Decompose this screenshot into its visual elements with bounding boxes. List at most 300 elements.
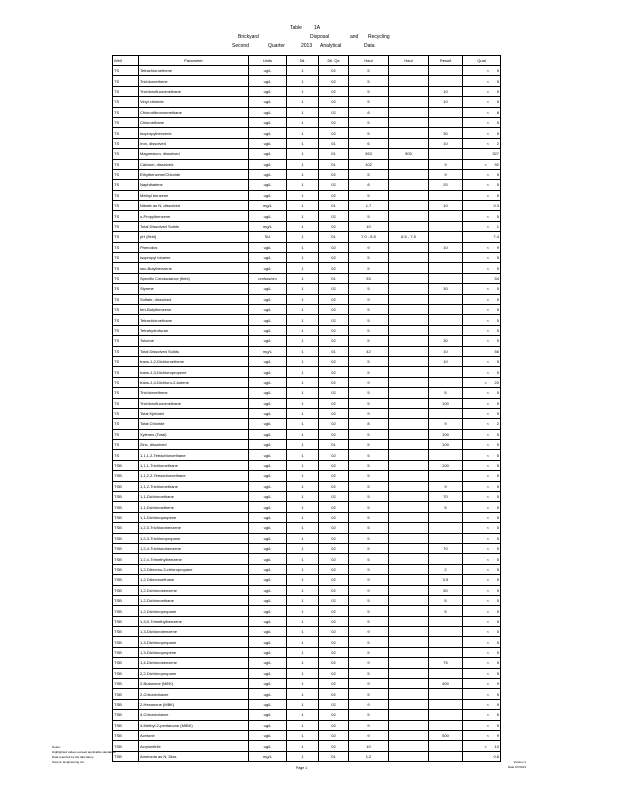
title-word: 2013 — [301, 43, 313, 49]
cell-well: TSB — [113, 699, 139, 709]
less-than-flag: < — [486, 566, 490, 572]
cell-units: ug/L — [249, 253, 287, 263]
cell-param: Total Dissolved Solids — [139, 221, 249, 231]
result-value: 5 — [496, 629, 499, 635]
cell-mdl: 5 — [349, 710, 389, 720]
result-value: 9 — [496, 411, 499, 417]
result-value: 5 — [496, 556, 499, 562]
result-value: 5 — [496, 359, 499, 365]
table-row — [113, 595, 501, 605]
cell-units: ug/L — [249, 169, 287, 179]
cell-haul — [389, 107, 429, 117]
cell-haul — [389, 440, 429, 450]
cell-dil: 1 — [287, 284, 319, 294]
cell-units: ug/L — [249, 699, 287, 709]
cell-units: ug/L — [249, 325, 287, 335]
cell-dil: 1 — [287, 627, 319, 637]
cell-well: TSB — [113, 502, 139, 512]
less-than-flag: < — [486, 483, 490, 489]
title-word: Disposal — [310, 34, 330, 40]
cell-result — [463, 315, 501, 325]
result-value: 5 — [496, 390, 499, 396]
cell-result — [463, 159, 501, 169]
cell-code: 01 — [319, 138, 349, 148]
cell-mdl: 9 — [349, 679, 389, 689]
cell-c7 — [429, 325, 463, 335]
cell-c7: 100 — [429, 398, 463, 408]
cell-dil: 1 — [287, 741, 319, 751]
cell-param: tert-Butylbenzene — [139, 304, 249, 314]
cell-haul — [389, 637, 429, 647]
cell-mdl: 102 — [349, 159, 389, 169]
cell-c7 — [429, 190, 463, 200]
result-value: 5 — [496, 712, 499, 718]
less-than-flag: < — [486, 618, 490, 624]
result-value: 5 — [496, 525, 499, 531]
cell-code: 02 — [319, 128, 349, 138]
table-label: Table — [290, 25, 302, 31]
cell-c7 — [429, 117, 463, 127]
cell-c7: 20 — [429, 180, 463, 190]
less-than-flag: < — [486, 722, 490, 728]
cell-mdl: 1.7 — [349, 201, 389, 211]
cell-units: ug/L — [249, 367, 287, 377]
less-than-flag: < — [486, 650, 490, 656]
cell-units: ug/L — [249, 315, 287, 325]
cell-units: ug/L — [249, 533, 287, 543]
result-value: 5 — [496, 307, 499, 313]
cell-code: 02 — [319, 595, 349, 605]
cell-code: 02 — [319, 408, 349, 418]
cell-result — [463, 731, 501, 741]
cell-haul — [389, 128, 429, 138]
cell-param: Calcium, dissolved — [139, 159, 249, 169]
cell-c7: 30 — [429, 128, 463, 138]
cell-dil: 1 — [287, 190, 319, 200]
cell-c7 — [429, 616, 463, 626]
cell-param: 1,2-Dichlorobenzene — [139, 585, 249, 595]
cell-result — [463, 440, 501, 450]
result-value: 5 — [496, 514, 499, 520]
less-than-flag: < — [486, 140, 490, 146]
cell-result — [463, 481, 501, 491]
less-than-flag: < — [486, 192, 490, 198]
cell-result — [463, 533, 501, 543]
version-info — [508, 760, 526, 770]
cell-param: 4-Chlorotoluene — [139, 710, 249, 720]
cell-haul — [389, 180, 429, 190]
cell-haul — [389, 689, 429, 699]
table-row — [113, 627, 501, 637]
cell-code: 02 — [319, 284, 349, 294]
cell-c7: 100 — [429, 440, 463, 450]
cell-code: 02 — [319, 647, 349, 657]
cell-result — [463, 263, 501, 273]
cell-code: 02 — [319, 253, 349, 263]
table-row — [113, 606, 501, 616]
cell-units: ug/L — [249, 117, 287, 127]
cell-mdl: 5 — [349, 388, 389, 398]
cell-well: TS — [113, 325, 139, 335]
title-word: Analytical — [320, 43, 342, 49]
cell-dil: 1 — [287, 107, 319, 117]
cell-result — [463, 398, 501, 408]
result-value: 5 — [496, 78, 499, 84]
cell-param: Trichloroethene — [139, 76, 249, 86]
cell-c7: 100 — [429, 460, 463, 470]
cell-mdl: 5 — [349, 668, 389, 678]
less-than-flag: < — [486, 369, 490, 375]
cell-param: 1,3-Dichloropropene — [139, 647, 249, 657]
table-row — [113, 658, 501, 668]
cell-haul — [389, 533, 429, 543]
table-row — [113, 284, 501, 294]
cell-well: TSB — [113, 533, 139, 543]
cell-haul — [389, 720, 429, 730]
table-row — [113, 294, 501, 304]
cell-haul — [389, 554, 429, 564]
cell-param: trans-1,2-Dichloroethene — [139, 356, 249, 366]
less-than-flag: < — [486, 587, 490, 593]
cell-c7 — [429, 315, 463, 325]
cell-haul — [389, 159, 429, 169]
cell-dil: 1 — [287, 149, 319, 159]
cell-dil: 1 — [287, 273, 319, 283]
result-value: 8 — [496, 109, 499, 115]
cell-dil: 1 — [287, 325, 319, 335]
note-line: Highlighted values exceed applicable standards. — [52, 750, 117, 754]
cell-param: 2-Hexanone (MBK) — [139, 699, 249, 709]
cell-mdl: 5 — [349, 325, 389, 335]
cell-result — [463, 595, 501, 605]
less-than-flag: < — [484, 743, 487, 749]
cell-param: Trichlorofluoromethane — [139, 398, 249, 408]
cell-well: TS — [113, 107, 139, 117]
cell-dil: 1 — [287, 232, 319, 242]
cell-code: 02 — [319, 294, 349, 304]
cell-result — [463, 720, 501, 730]
table-row — [113, 367, 501, 377]
cell-code: 02 — [319, 471, 349, 481]
cell-result — [463, 86, 501, 96]
cell-units: ug/L — [249, 149, 287, 159]
cell-units: ug/L — [249, 554, 287, 564]
cell-c7: 50 — [429, 585, 463, 595]
cell-mdl: 1.2 — [349, 751, 389, 761]
result-value: 5 — [496, 182, 499, 188]
cell-haul: 500 — [389, 149, 429, 159]
cell-c7: 2 — [429, 564, 463, 574]
cell-well: TS — [113, 367, 139, 377]
cell-c7 — [429, 512, 463, 522]
cell-param: 1,4-Dichlorobenzene — [139, 658, 249, 668]
cell-mdl: 9 — [349, 585, 389, 595]
cell-units: ug/L — [249, 419, 287, 429]
cell-haul — [389, 325, 429, 335]
cell-mdl: 5 — [349, 97, 389, 107]
table-row — [113, 190, 501, 200]
result-value: 5 — [496, 691, 499, 697]
cell-mdl: 5 — [349, 356, 389, 366]
less-than-flag: < — [486, 525, 490, 531]
column-header: Result — [429, 56, 463, 66]
cell-well: TSB — [113, 679, 139, 689]
cell-dil: 1 — [287, 221, 319, 231]
cell-mdl: 5 — [349, 190, 389, 200]
cell-mdl: 5 — [349, 595, 389, 605]
cell-mdl: 7.0 - 8.5 — [349, 232, 389, 242]
cell-code: 02 — [319, 543, 349, 553]
cell-c7 — [429, 76, 463, 86]
result-value: 5 — [496, 286, 499, 292]
cell-well: TSB — [113, 658, 139, 668]
result-value: 5 — [496, 296, 499, 302]
cell-mdl: 9 — [349, 242, 389, 252]
title-word: Quarter — [268, 43, 285, 49]
cell-param: pH (field) — [139, 232, 249, 242]
cell-c7 — [429, 720, 463, 730]
column-header: Haul — [389, 56, 429, 66]
result-value: 5 — [496, 546, 499, 552]
cell-mdl: 6 — [349, 138, 389, 148]
result-value: 5 — [496, 650, 499, 656]
cell-haul — [389, 211, 429, 221]
cell-well: TS — [113, 294, 139, 304]
table-row — [113, 138, 501, 148]
table-row — [113, 699, 501, 709]
table-row — [113, 336, 501, 346]
table-row — [113, 679, 501, 689]
cell-dil: 1 — [287, 367, 319, 377]
cell-result — [463, 616, 501, 626]
cell-mdl: 9 — [349, 658, 389, 668]
cell-haul — [389, 710, 429, 720]
cell-result — [463, 419, 501, 429]
cell-dil: 1 — [287, 408, 319, 418]
cell-mdl: 8 — [349, 107, 389, 117]
cell-param: Acetone — [139, 731, 249, 741]
cell-well: TSB — [113, 668, 139, 678]
cell-param: o-Propylbenzene — [139, 211, 249, 221]
result-value: 5 — [496, 255, 499, 261]
cell-well: TS — [113, 180, 139, 190]
less-than-flag: < — [486, 494, 490, 500]
cell-result — [463, 149, 501, 159]
cell-code: 02 — [319, 419, 349, 429]
less-than-flag: < — [486, 88, 490, 94]
column-header: Dil. Qs — [319, 56, 349, 66]
cell-result — [463, 512, 501, 522]
cell-units: ug/L — [249, 606, 287, 616]
cell-c7: 70 — [429, 492, 463, 502]
cell-result — [463, 273, 501, 283]
cell-haul — [389, 741, 429, 751]
cell-well: TS — [113, 138, 139, 148]
cell-code: 02 — [319, 564, 349, 574]
cell-param: Ammonia as N, Diss. — [139, 751, 249, 761]
cell-c7 — [429, 211, 463, 221]
cell-units: ug/L — [249, 398, 287, 408]
cell-well: TS — [113, 450, 139, 460]
cell-code: 02 — [319, 689, 349, 699]
cell-units: ug/L — [249, 564, 287, 574]
cell-code: 02 — [319, 575, 349, 585]
result-value: 5 — [496, 452, 499, 458]
result-value: 5 — [496, 88, 499, 94]
cell-param: 1,2-Dibromo-3-chloropropane — [139, 564, 249, 574]
cell-c7 — [429, 450, 463, 460]
cell-haul — [389, 284, 429, 294]
cell-mdl: 5 — [349, 471, 389, 481]
result-value: 5 — [496, 265, 499, 271]
cell-well: TSB — [113, 575, 139, 585]
cell-c7 — [429, 107, 463, 117]
cell-c7: 10 — [429, 201, 463, 211]
cell-dil: 1 — [287, 710, 319, 720]
cell-well: TSB — [113, 564, 139, 574]
cell-mdl: 5 — [349, 512, 389, 522]
result-value: 327 — [492, 151, 499, 157]
cell-code: 01 — [319, 149, 349, 159]
table-row — [113, 325, 501, 335]
less-than-flag: < — [484, 161, 487, 167]
cell-c7: 10 — [429, 86, 463, 96]
cell-dil: 1 — [287, 658, 319, 668]
cell-units: ug/L — [249, 575, 287, 585]
cell-dil: 1 — [287, 336, 319, 346]
cell-units: ug/L — [249, 440, 287, 450]
title-word: Recycling — [368, 34, 390, 40]
cell-dil: 1 — [287, 304, 319, 314]
cell-units: ug/L — [249, 242, 287, 252]
cell-dil: 1 — [287, 138, 319, 148]
cell-dil: 1 — [287, 128, 319, 138]
cell-result — [463, 221, 501, 231]
less-than-flag: < — [486, 120, 490, 126]
column-header: Haul — [349, 56, 389, 66]
cell-c7 — [429, 471, 463, 481]
cell-mdl: 42 — [349, 346, 389, 356]
cell-c7: 0.5 — [429, 575, 463, 585]
cell-c7: 10 — [429, 138, 463, 148]
cell-code: 01 — [319, 201, 349, 211]
result-value: 0.8 — [493, 753, 499, 759]
result-value: 5 — [496, 192, 499, 198]
cell-well: TS — [113, 201, 139, 211]
cell-well: TSB — [113, 471, 139, 481]
cell-c7 — [429, 232, 463, 242]
cell-code: 02 — [319, 180, 349, 190]
result-value: 5 — [496, 68, 499, 74]
cell-well: TS — [113, 388, 139, 398]
cell-units: ug/L — [249, 637, 287, 647]
table-row — [113, 575, 501, 585]
cell-well: TSB — [113, 512, 139, 522]
less-than-flag: < — [486, 130, 490, 136]
table-row — [113, 169, 501, 179]
cell-code: 01 — [319, 232, 349, 242]
result-value: 7.4 — [493, 234, 499, 240]
cell-well: TS — [113, 159, 139, 169]
cell-haul — [389, 668, 429, 678]
cell-result — [463, 492, 501, 502]
cell-code: 02 — [319, 585, 349, 595]
cell-mdl: 5 — [349, 211, 389, 221]
cell-dil: 1 — [287, 201, 319, 211]
cell-code: 02 — [319, 668, 349, 678]
cell-dil: 1 — [287, 554, 319, 564]
cell-c7 — [429, 533, 463, 543]
cell-well: TSB — [113, 554, 139, 564]
cell-param: Naphthalene — [139, 180, 249, 190]
cell-c7 — [429, 66, 463, 76]
cell-mdl: 5 — [349, 523, 389, 533]
cell-code: 01 — [319, 346, 349, 356]
cell-result — [463, 211, 501, 221]
cell-units: ug/L — [249, 107, 287, 117]
cell-param: Total Chloride — [139, 419, 249, 429]
cell-mdl: 9 — [349, 627, 389, 637]
cell-well: TSB — [113, 585, 139, 595]
cell-param: 1,2-Dichloropropane — [139, 606, 249, 616]
cell-dil: 1 — [287, 637, 319, 647]
cell-mdl: 263 — [349, 149, 389, 159]
cell-well: TS — [113, 440, 139, 450]
title-word: Brickyard — [238, 34, 259, 40]
cell-c7: 9 — [429, 169, 463, 179]
cell-code: 02 — [319, 263, 349, 273]
cell-result — [463, 408, 501, 418]
cell-well: TSB — [113, 710, 139, 720]
table-row — [113, 512, 501, 522]
cell-units: ug/L — [249, 180, 287, 190]
cell-param: 1,1,2-Trichloroethane — [139, 481, 249, 491]
cell-param: Methyl benzene — [139, 190, 249, 200]
cell-haul — [389, 429, 429, 439]
cell-result — [463, 585, 501, 595]
cell-units: ug/L — [249, 710, 287, 720]
cell-code: 02 — [319, 388, 349, 398]
cell-mdl: 5 — [349, 315, 389, 325]
result-value: 92 — [494, 161, 499, 167]
less-than-flag: < — [486, 307, 490, 313]
cell-haul — [389, 419, 429, 429]
cell-param: Isopropylbenzene — [139, 128, 249, 138]
cell-code: 02 — [319, 523, 349, 533]
cell-param: trans-1,4-Dichloro-2-butene — [139, 377, 249, 387]
cell-haul — [389, 647, 429, 657]
cell-dil: 1 — [287, 523, 319, 533]
cell-units: ug/L — [249, 377, 287, 387]
cell-units: ug/L — [249, 294, 287, 304]
cell-result — [463, 668, 501, 678]
cell-units: SU — [249, 232, 287, 242]
cell-well: TSB — [113, 741, 139, 751]
cell-dil: 1 — [287, 211, 319, 221]
less-than-flag: < — [486, 255, 490, 261]
result-value: 5 — [496, 369, 499, 375]
result-value: 5 — [496, 442, 499, 448]
title-word: and — [350, 34, 359, 40]
cell-well: TS — [113, 232, 139, 242]
cell-units: ug/L — [249, 679, 287, 689]
cell-well: TSB — [113, 492, 139, 502]
cell-dil: 1 — [287, 595, 319, 605]
result-value: 5 — [496, 618, 499, 624]
cell-param: trans-1,3-Dichloropropene — [139, 367, 249, 377]
cell-dil: 1 — [287, 481, 319, 491]
notes — [52, 745, 116, 765]
